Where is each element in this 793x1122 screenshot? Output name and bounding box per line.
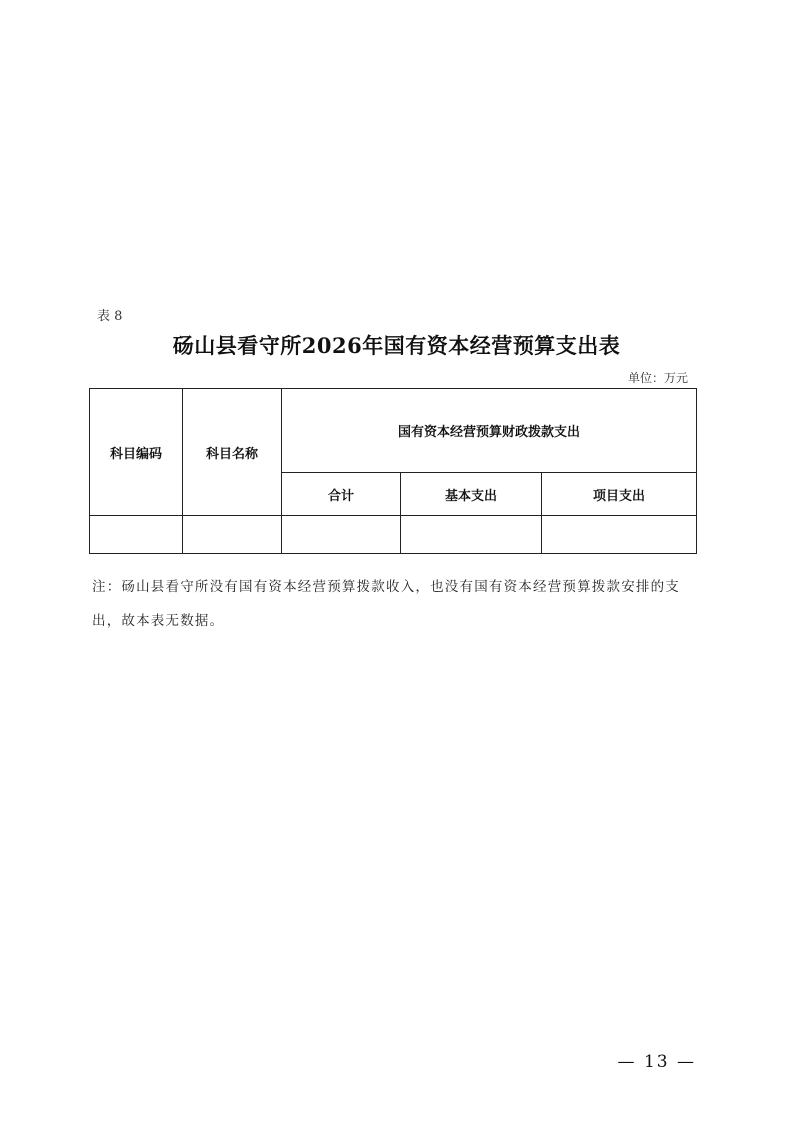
header-project-expenditure: 项目支出 [542, 473, 697, 516]
budget-table [89, 388, 697, 554]
table-cell [542, 516, 697, 554]
page-number: — 13 — [617, 1052, 696, 1072]
table-row [90, 516, 697, 554]
page-title: 砀山县看守所2026年国有资本经营预算支出表 [172, 333, 621, 358]
table-cell [183, 516, 282, 554]
table-cell [401, 516, 542, 554]
unit-note: 单位：万元 [627, 371, 688, 385]
header-basic-expenditure: 基本支出 [401, 473, 542, 516]
header-subject-code: 科目编码 [90, 389, 183, 516]
footnote: 注：砀山县看守所没有国有资本经营预算拨款收入，也没有国有资本经营预算拨款安排的支出，故本表无数据。 [92, 579, 680, 629]
header-group-expenditure: 国有资本经营预算财政拨款支出 [282, 389, 697, 473]
table-cell [90, 516, 183, 554]
header-total: 合计 [282, 473, 401, 516]
header-subject-name: 科目名称 [183, 389, 282, 516]
table-cell [282, 516, 401, 554]
table-header-row [90, 389, 697, 473]
table-label: 表 8 [97, 309, 123, 324]
